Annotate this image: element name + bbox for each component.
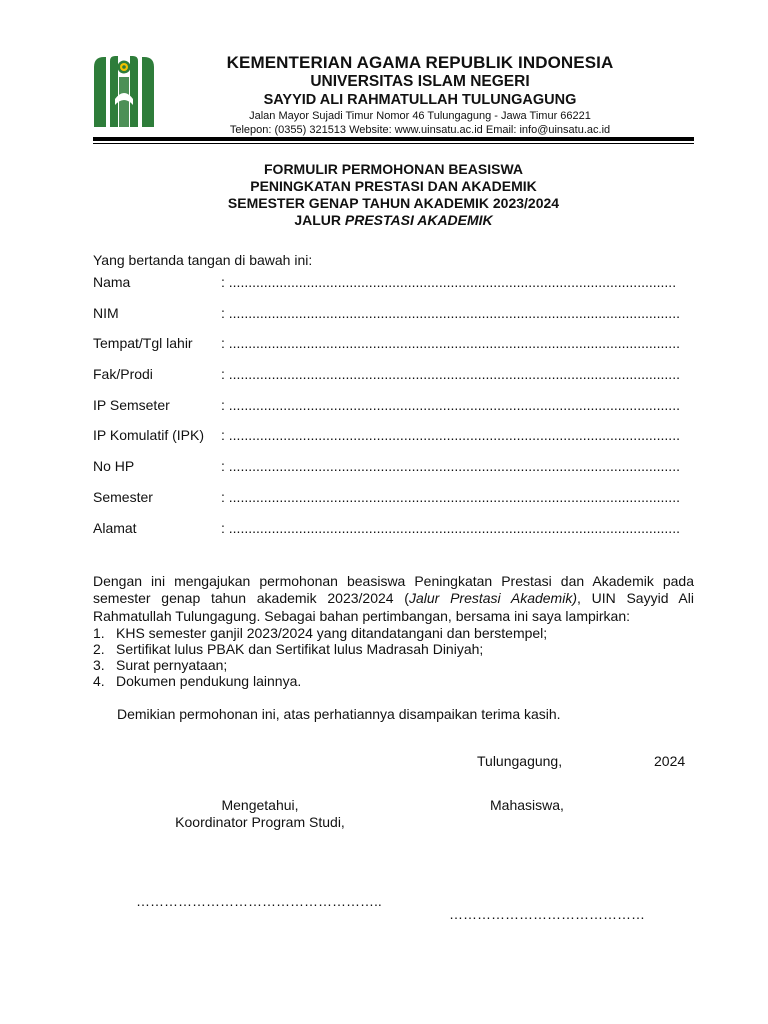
signature-block-coordinator [140,797,380,831]
field-label: Tempat/Tgl lahir [93,335,193,352]
form-title [93,161,694,229]
field-label: NIM [93,304,119,321]
field-blank: : .................................................................................................................... [221,304,680,321]
letterhead-rule-thin [93,143,694,144]
list-number: 3. [93,657,105,673]
field-fak-prodi [93,364,694,395]
list-item [93,673,694,689]
signature-left-line-1: Mengetahui, [221,797,299,813]
field-nama [93,272,694,303]
title-line-4 [93,212,694,229]
title-line-1: FORMULIR PERMOHONAN BEASISWA [264,161,523,177]
list-text: Sertifikat lulus PBAK dan Sertifikat lulus Madrasah Diniyah; [116,641,484,657]
field-label: IP Komulatif (IPK) [93,427,205,444]
uin-satu-logo-icon [93,53,155,129]
field-blank: : .................................................................................................................... [221,488,680,505]
list-number: 4. [93,673,105,689]
field-blank: : .................................................................................................................... [221,427,680,444]
list-item [93,657,694,673]
form-fields [93,272,694,548]
signature-place: Tulungagung, [477,753,563,769]
signature-line-coordinator: …………………………………………….. [136,893,382,909]
signature-line-student: …………………………………… [449,906,645,922]
field-label: IP Semseter [93,396,170,413]
list-text: Surat pernyataan; [116,657,228,673]
field-blank: : .................................................................................................................... [221,458,680,475]
attachment-list [93,625,694,689]
contact-info: Telepon: (0355) 321513 Website: www.uinsatu.ac.id Email: info@uinsatu.ac.id [229,124,611,136]
title-line-4-italic: PRESTASI AKADEMIK [344,212,493,228]
address: Jalan Mayor Sujadi Timur Nomor 46 Tulungagung - Jawa Timur 66221 [249,110,591,122]
field-label: No HP [93,458,135,475]
list-item [93,641,694,657]
list-text: KHS semester ganjil 2023/2024 yang ditandatangani dan berstempel; [116,625,548,641]
list-text: Dokumen pendukung lainnya. [116,673,302,689]
field-blank: : .................................................................................................................... [221,366,680,383]
form-intro: Yang bertanda tangan di bawah ini: [93,252,313,268]
closing-sentence: Demikian permohonan ini, atas perhatiannya disampaikan terima kasih. [117,706,561,722]
paragraph-italic: Jalur Prestasi Akademik) [408,590,577,607]
list-number: 2. [93,641,105,657]
signature-left-line-2: Koordinator Program Studi, [175,814,345,830]
field-ipk [93,425,694,456]
university-full-name: SAYYID ALI RAHMATULLAH TULUNGAGUNG [263,92,577,108]
letterhead [160,52,680,137]
field-blank: : .................................................................................................................... [221,519,680,536]
signature-year: 2024 [654,753,686,769]
field-nim [93,303,694,334]
field-alamat [93,518,694,549]
paragraph-part-2: , UIN Sayyid Ali Rahmatullah Tulungagung. Sebagai bahan pertimbangan, bersama ini saya lampirkan: [93,590,694,624]
field-label: Alamat [93,519,137,536]
field-blank: : ................................................................................................................... [221,274,677,290]
field-no-hp [93,456,694,487]
title-line-3: SEMESTER GENAP TAHUN AKADEMIK 2023/2024 [227,195,560,211]
university-name: UNIVERSITAS ISLAM NEGERI [310,73,530,90]
list-number: 1. [93,625,105,641]
signature-block-student [490,797,564,814]
ministry-name: KEMENTERIAN AGAMA REPUBLIK INDONESIA [226,53,614,72]
request-paragraph [93,573,694,625]
signature-right-line-1: Mahasiswa, [490,797,564,813]
field-blank: : .................................................................................................................... [221,335,680,352]
paragraph-part-1: Dengan ini mengajukan permohonan beasiswa Peningkatan Prestasi dan Akademik pada semester genap tahun akademik 2023/2024 ( [93,573,694,607]
title-line-2: PENINGKATAN PRESTASI DAN AKADEMIK [250,178,537,194]
field-blank: : .................................................................................................................... [221,396,680,413]
field-tempat-tgl-lahir [93,333,694,364]
field-label: Nama [93,274,131,290]
title-line-4-prefix: JALUR [294,212,345,228]
list-item [93,625,694,641]
field-label: Semester [93,488,153,505]
field-label: Fak/Prodi [93,366,153,383]
field-semester [93,487,694,518]
field-ip-semester [93,395,694,426]
letterhead-rule-thick [93,137,694,141]
